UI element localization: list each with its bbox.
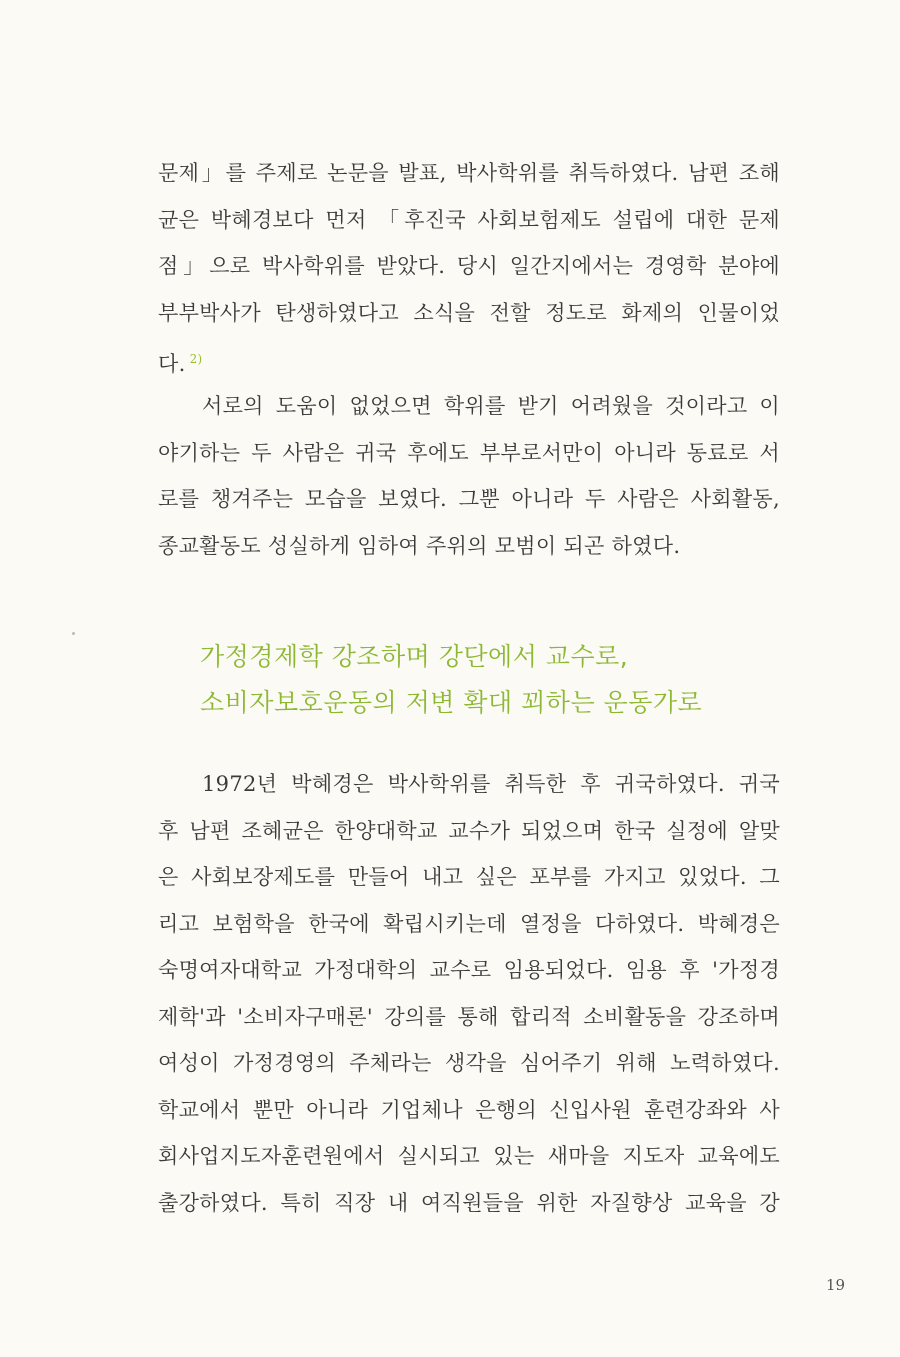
text-line [158, 336, 780, 383]
section-heading [200, 634, 780, 726]
text-line: 제학'과 '소비자구매론' 강의를 통해 합리적 소비활동을 강조하며 [158, 1004, 780, 1029]
text-line-end: 다. [158, 352, 186, 376]
text-line: 숙명여자대학교 가정대학의 교수로 임용되었다. 임용 후 '가정경 [158, 958, 780, 982]
text-line: 문제」를 주제로 논문을 발표, 박사학위를 취득하였다. 남편 조해 [158, 161, 780, 185]
text-line: 로를 챙겨주는 모습을 보였다. 그뿐 아니라 두 사람은 사회활동, [158, 487, 780, 511]
text-line: 리고 보험학을 한국에 확립시키는데 열정을 다하였다. 박혜경은 [158, 911, 780, 936]
text-line: 1972년 박혜경은 박사학위를 취득한 후 귀국하였다. 귀국 [202, 772, 780, 796]
heading-line-2: 소비자보호운동의 저변 확대 꾀하는 운동가로 [200, 688, 703, 717]
text-line: 균은 박혜경보다 먼저 「후진국 사회보험제도 설립에 대한 문제 [158, 207, 780, 232]
paragraph-2 [158, 383, 780, 569]
text-line: 회사업지도자훈련원에서 실시되고 있는 새마을 지도자 교육에도 [158, 1144, 780, 1168]
text-line: 부부박사가 탄생하였다고 소식을 전할 정도로 화제의 인물이었 [158, 300, 780, 325]
text-line: 은 사회보장제도를 만들어 내고 싶은 포부를 가지고 있었다. 그 [158, 865, 780, 889]
text-line: 야기하는 두 사람은 귀국 후에도 부부로서만이 아니라 동료로 서 [158, 440, 780, 465]
footnote-marker: 2) [189, 352, 203, 366]
heading-line-1: 가정경제학 강조하며 강단에서 교수로, [200, 642, 629, 671]
paper-speck [72, 632, 75, 635]
text-line: 서로의 도움이 없었으면 학위를 받기 어려웠을 것이라고 이 [202, 394, 780, 418]
text-line: 출강하였다. 특히 직장 내 여직원들을 위한 자질향상 교육을 강 [158, 1190, 780, 1215]
page-number: 19 [826, 1276, 846, 1294]
paragraph-1 [158, 150, 780, 383]
text-line: 종교활동도 성실하게 임하여 주위의 모범이 되곤 하였다. [158, 533, 681, 558]
text-line: 점」으로 박사학위를 받았다. 당시 일간지에서는 경영학 분야에 [158, 254, 780, 278]
paragraph-3 [158, 761, 780, 1226]
text-line: 여성이 가정경영의 주체라는 생각을 심어주기 위해 노력하였다. [158, 1051, 780, 1075]
text-line: 후 남편 조혜균은 한양대학교 교수가 되었으며 한국 실정에 알맞 [158, 818, 780, 843]
text-line: 학교에서 뿐만 아니라 기업체나 은행의 신입사원 훈련강좌와 사 [158, 1097, 780, 1122]
